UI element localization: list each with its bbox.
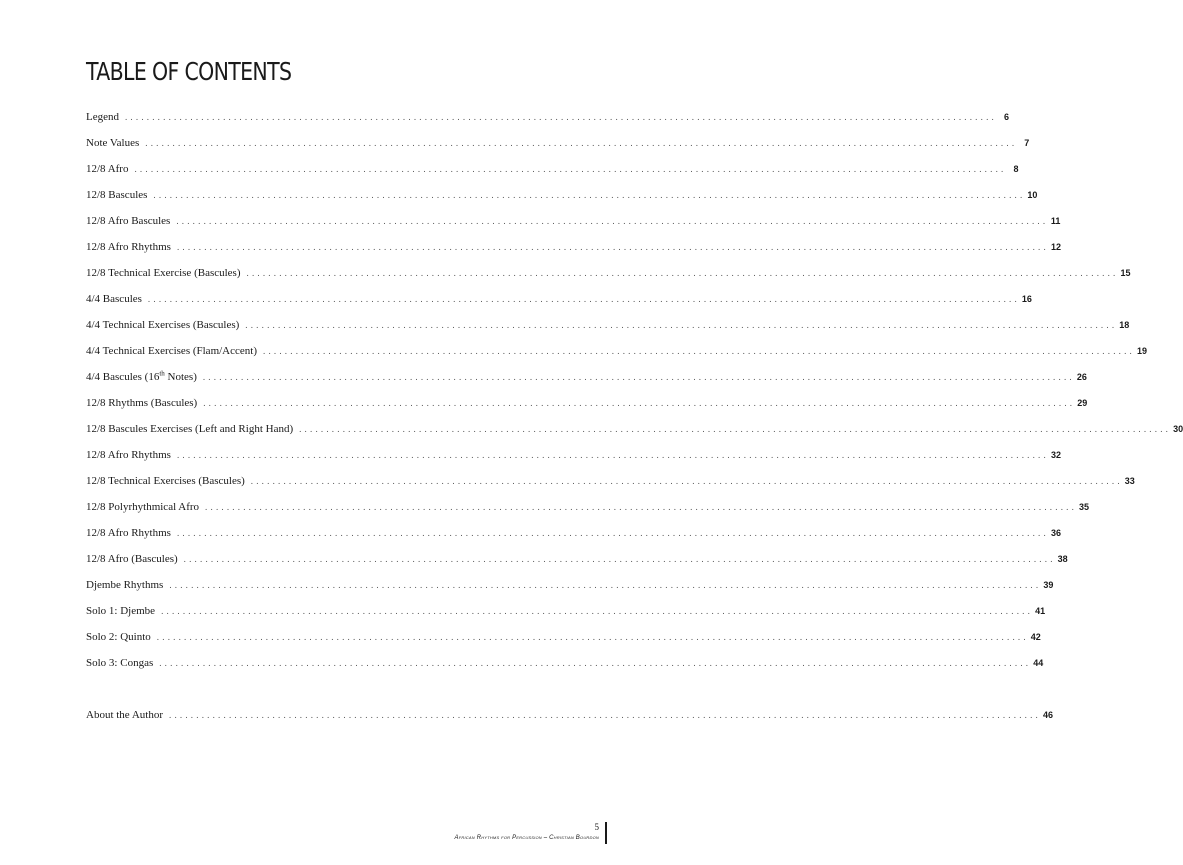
toc-entry[interactable]: [86, 239, 1061, 265]
toc-entry-title: Legend: [86, 111, 119, 123]
toc-entry-title: 12/8 Afro: [86, 163, 129, 175]
toc-entry-title: 12/8 Afro Rhythms: [86, 527, 171, 539]
dot-leader: ................................................................................................................................................................: [169, 580, 1042, 590]
dot-leader: ................................................................................................................................................................: [169, 710, 1041, 720]
toc-entry-page: 18: [1119, 320, 1130, 330]
toc-entry-page: 41: [1035, 606, 1046, 616]
dot-leader: ................................................................................................................................................................: [263, 346, 1135, 356]
toc-entry-page: 26: [1076, 372, 1087, 382]
dot-leader: ................................................................................................................................................................: [145, 138, 1018, 148]
toc-entry[interactable]: [86, 317, 1130, 343]
dot-leader: ................................................................................................................................................................: [176, 216, 1049, 226]
toc-entry[interactable]: [86, 265, 1131, 291]
dot-leader: ................................................................................................................................................................: [176, 450, 1049, 460]
toc-entry-page: 35: [1079, 502, 1090, 512]
toc-entry-title: 4/4 Bascules: [86, 293, 142, 305]
toc-entry-page: 15: [1120, 268, 1131, 278]
toc-entry-page: 8: [1013, 164, 1019, 174]
toc-entry-page: 36: [1050, 528, 1061, 538]
superscript-th: th: [159, 369, 165, 378]
toc-entry-page: 44: [1033, 658, 1044, 668]
toc-entry-title: 4/4 Technical Exercises (Bascules): [86, 319, 240, 331]
toc-entry[interactable]: [86, 213, 1061, 239]
toc-entry-title: 12/8 Technical Exercise (Bascules): [86, 267, 241, 279]
dot-leader: ................................................................................................................................................................: [124, 112, 997, 122]
toc-entry[interactable]: [86, 161, 1019, 187]
dot-leader: ................................................................................................................................................................: [183, 554, 1056, 564]
page-footer: [455, 822, 607, 844]
toc-entry-title: 12/8 Afro (Bascules): [86, 553, 178, 565]
toc-entry-page: 30: [1173, 424, 1183, 434]
toc-entry[interactable]: [86, 395, 1088, 421]
dot-leader: ................................................................................................................................................................: [176, 528, 1049, 538]
toc-list: [86, 109, 1183, 733]
toc-entry[interactable]: [86, 473, 1135, 499]
toc-entry[interactable]: [86, 551, 1068, 577]
toc-entry[interactable]: [86, 343, 1148, 369]
toc-entry[interactable]: [86, 187, 1038, 213]
toc-entry-title: Solo 1: Djembe: [86, 605, 156, 617]
toc-entry-page: 29: [1077, 398, 1088, 408]
toc-entry[interactable]: [86, 707, 1054, 733]
toc-entry-page: 32: [1050, 450, 1061, 460]
toc-entry-title: 12/8 Afro Bascules: [86, 215, 171, 227]
toc-entry[interactable]: [86, 421, 1183, 447]
toc-title-text: 4/4 Bascules (16: [86, 371, 160, 383]
toc-entry-page: 42: [1030, 632, 1041, 642]
page-number: 5: [594, 822, 599, 832]
toc-entry-title: Note Values: [86, 137, 140, 149]
dot-leader: ................................................................................................................................................................: [153, 190, 1026, 200]
running-footer: African Rhythms for Percussion – Christian Bourdon: [454, 835, 599, 841]
toc-entry[interactable]: [86, 603, 1046, 629]
toc-entry[interactable]: [86, 447, 1061, 473]
dot-leader: ................................................................................................................................................................: [205, 502, 1078, 512]
toc-entry-page: 46: [1043, 710, 1054, 720]
toc-entry-page: 38: [1057, 554, 1068, 564]
dot-leader: ................................................................................................................................................................: [203, 398, 1076, 408]
dot-leader: ................................................................................................................................................................: [250, 476, 1123, 486]
toc-entry-title: Solo 3: Congas: [86, 657, 154, 669]
dot-leader: ................................................................................................................................................................: [245, 320, 1118, 330]
toc-entry-title: 12/8 Afro Rhythms: [86, 449, 171, 461]
toc-entry[interactable]: [86, 629, 1041, 655]
toc-entry-page: 10: [1027, 190, 1038, 200]
toc-entry-page: 12: [1050, 242, 1061, 252]
dot-leader: ................................................................................................................................................................: [246, 268, 1119, 278]
dot-leader: ................................................................................................................................................................: [161, 606, 1034, 616]
toc-entry-page: 16: [1021, 294, 1032, 304]
dot-leader: ................................................................................................................................................................: [147, 294, 1020, 304]
toc-entry[interactable]: [86, 109, 1009, 135]
toc-entry-title: 4/4 Technical Exercises (Flam/Accent): [86, 345, 257, 357]
toc-entry-title: 12/8 Bascules: [86, 189, 148, 201]
dot-leader: ................................................................................................................................................................: [299, 424, 1172, 434]
toc-entry[interactable]: [86, 369, 1087, 395]
toc-entry-page: 33: [1124, 476, 1135, 486]
toc-entry-title: Djembe Rhythms: [86, 579, 164, 591]
toc-entry-title: 12/8 Technical Exercises (Bascules): [86, 475, 245, 487]
toc-entry-title: 12/8 Afro Rhythms: [86, 241, 171, 253]
toc-entry-page: 19: [1137, 346, 1148, 356]
toc-entry[interactable]: [86, 577, 1054, 603]
dot-leader: ................................................................................................................................................................: [156, 632, 1029, 642]
toc-entry-title: [86, 369, 197, 385]
toc-entry[interactable]: [86, 499, 1090, 525]
toc-entry-title: 12/8 Polyrhythmical Afro: [86, 501, 200, 513]
toc-entry-page: 11: [1050, 216, 1061, 226]
toc-entry[interactable]: [86, 525, 1061, 551]
dot-leader: ................................................................................................................................................................: [176, 242, 1049, 252]
dot-leader: ................................................................................................................................................................: [159, 658, 1032, 668]
toc-entry[interactable]: [86, 655, 1044, 681]
dot-leader: ................................................................................................................................................................: [202, 372, 1075, 382]
toc-entry-page: 39: [1043, 580, 1054, 590]
toc-title-text: Notes): [164, 371, 197, 383]
toc-entry[interactable]: [86, 291, 1032, 317]
toc-entry[interactable]: [86, 135, 1030, 161]
toc-entry-page: 7: [1024, 138, 1030, 148]
dot-leader: ................................................................................................................................................................: [134, 164, 1007, 174]
toc-entry-title: 12/8 Bascules Exercises (Left and Right Hand): [86, 423, 294, 435]
page-title: TABLE OF CONTENTS: [86, 57, 292, 86]
toc-entry-title: 12/8 Rhythms (Bascules): [86, 397, 198, 409]
toc-entry-title: Solo 2: Quinto: [86, 631, 151, 643]
toc-entry-title: About the Author: [86, 709, 163, 721]
toc-entry-page: 6: [1003, 112, 1009, 122]
